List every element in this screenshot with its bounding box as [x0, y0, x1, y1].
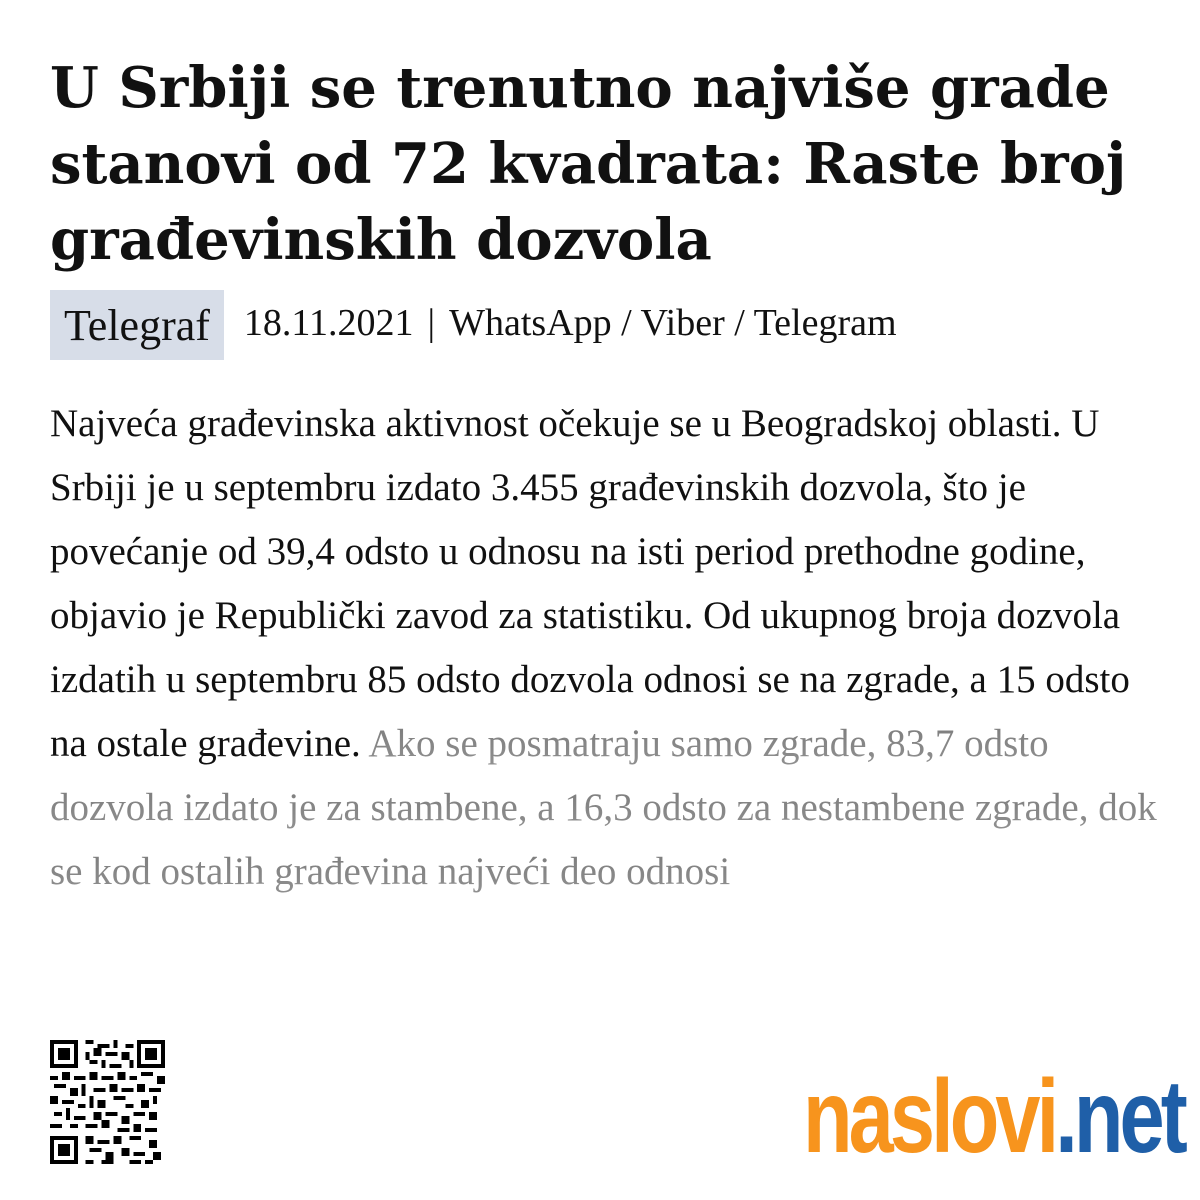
share-links[interactable]: WhatsApp / Viber / Telegram	[449, 302, 897, 344]
source-badge[interactable]: Telegraf	[50, 290, 224, 360]
meta-line	[244, 290, 897, 346]
article-body	[50, 392, 1160, 1002]
naslovi-logo[interactable]	[803, 1059, 1184, 1175]
article-meta	[50, 290, 897, 360]
article-body-visible: Najveća građevinska aktivnost očekuje se u Beogradskoj oblasti. U Srbiji je u septembru izdato 3.455 građevinskih dozvola, što je povećanje od 39,4 odsto u odnosu na isti period prethodne godine, objavio je Republički zavod za statistiku. Od ukupnog broja dozvola izdatih u septembru 85 odsto dozvola odnosi se na zgrade, a 15 odsto na ostale građevine.	[50, 402, 1130, 765]
meta-separator: |	[427, 302, 436, 344]
article-body-faded: Ako se posmatraju samo zgrade, 83,7 odsto dozvola izdato je za stambene, a 16,3 odsto za nestambene zgrade, dok se kod ostalih građevina najveći deo odnosi	[50, 722, 1157, 893]
logo-text-naslovi: naslovi	[803, 1059, 1056, 1175]
qr-code-icon[interactable]	[50, 1040, 165, 1164]
publish-date: 18.11.2021	[243, 302, 414, 344]
logo-text-net: .net	[1055, 1059, 1184, 1175]
article-title: U Srbiji se trenutno najviše grade stanovi od 72 kvadrata: Raste broj građevinskih dozvola	[50, 55, 1127, 273]
